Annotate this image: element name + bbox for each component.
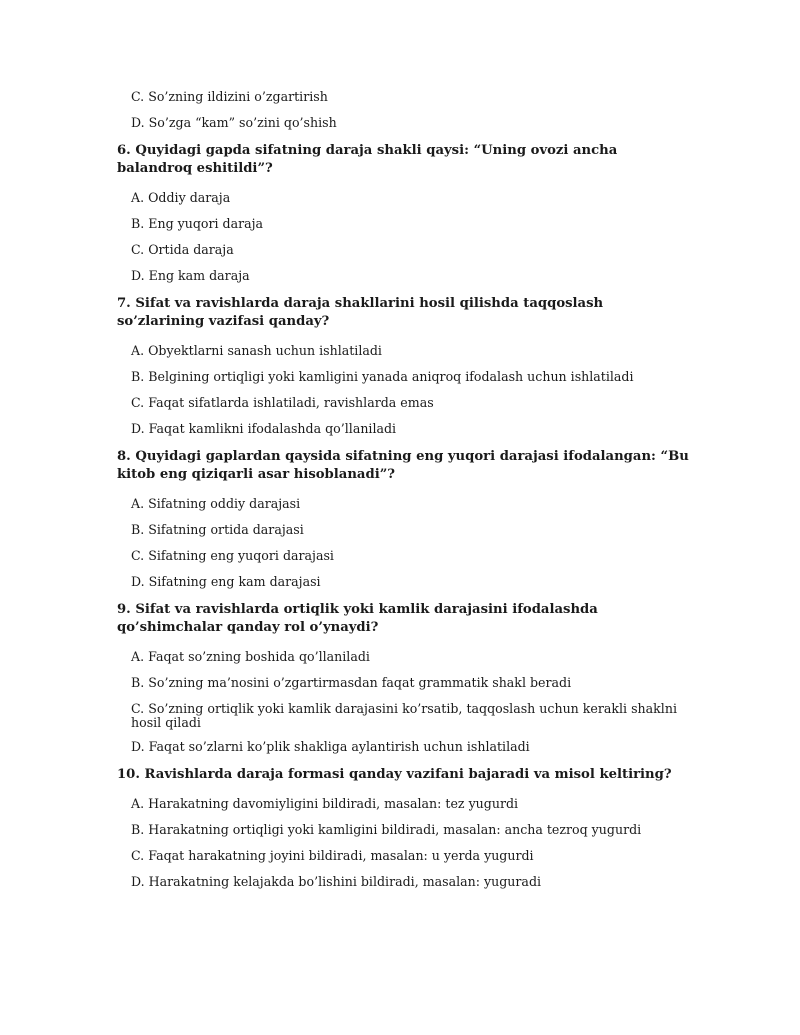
option-a: A. Obyektlarni sanash uchun ishlatiladi <box>131 343 382 358</box>
option-a: A. Sifatning oddiy darajasi <box>131 496 301 511</box>
option-b: B. Eng yuqori daraja <box>131 216 264 231</box>
option-c: C. Faqat sifatlarda ishlatiladi, ravishlarda emas <box>131 395 434 410</box>
question-text: 6. Quyidagi gapda sifatning daraja shakli qaysi: “Uning ovozi ancha balandroq eshitildi”? <box>117 143 618 176</box>
option-c: C. So’zning ildizini o’zgartirish <box>131 89 328 104</box>
question-6 <box>117 142 690 283</box>
option-c: C. Sifatning eng yuqori darajasi <box>131 548 334 563</box>
option-b: B. Sifatning ortida darajasi <box>131 522 304 537</box>
option-d: D. Eng kam daraja <box>131 268 250 283</box>
option-b: B. Harakatning ortiqligi yoki kamligini bildiradi, masalan: ancha tezroq yugurdi <box>131 822 642 837</box>
question-9 <box>117 601 690 754</box>
option-d: D. So’zga “kam” so’zini qo’shish <box>131 115 337 130</box>
question-text: 8. Quyidagi gaplardan qaysida sifatning eng yuqori darajasi ifodalangan: “Bu kitob eng qiziqarli asar hisoblanadi”? <box>117 449 689 482</box>
option-d: D. Faqat so’zlarni ko’plik shakliga aylantirish uchun ishlatiladi <box>131 739 530 754</box>
question-text: 9. Sifat va ravishlarda ortiqlik yoki kamlik darajasini ifodalashda qo’shimchalar qanday rol o’ynaydi? <box>117 602 598 635</box>
option-c: C. Ortida daraja <box>131 242 234 257</box>
option-d: D. Sifatning eng kam darajasi <box>131 574 321 589</box>
question-text: 7. Sifat va ravishlarda daraja shakllarini hosil qilishda taqqoslash so’zlarining vazifasi qanday? <box>117 296 604 329</box>
question-text: 10. Ravishlarda daraja formasi qanday vazifani bajaradi va misol keltiring? <box>117 767 672 782</box>
option-d: D. Faqat kamlikni ifodalashda qo’llaniladi <box>131 421 397 436</box>
question-10 <box>117 766 690 889</box>
option-c: C. Faqat harakatning joyini bildiradi, masalan: u yerda yugurdi <box>131 848 534 863</box>
option-a: A. Harakatning davomiyligini bildiradi, masalan: tez yugurdi <box>131 796 519 811</box>
question-7 <box>117 295 690 436</box>
question-5-tail <box>117 90 690 130</box>
option-b: B. So’zning ma’nosini o’zgartirmasdan faqat grammatik shakl beradi <box>131 675 572 690</box>
option-a: A. Faqat so’zning boshida qo’llaniladi <box>131 649 370 664</box>
option-a: A. Oddiy daraja <box>131 190 231 205</box>
option-c: C. So’zning ortiqlik yoki kamlik darajasini ko’rsatib, taqqoslash uchun kerakli shaklni hosil qiladi <box>131 701 677 730</box>
option-d: D. Harakatning kelajakda bo’lishini bildiradi, masalan: yuguradi <box>131 874 542 889</box>
option-b: B. Belgining ortiqligi yoki kamligini yanada aniqroq ifodalash uchun ishlatiladi <box>131 369 634 384</box>
question-8 <box>117 448 690 589</box>
